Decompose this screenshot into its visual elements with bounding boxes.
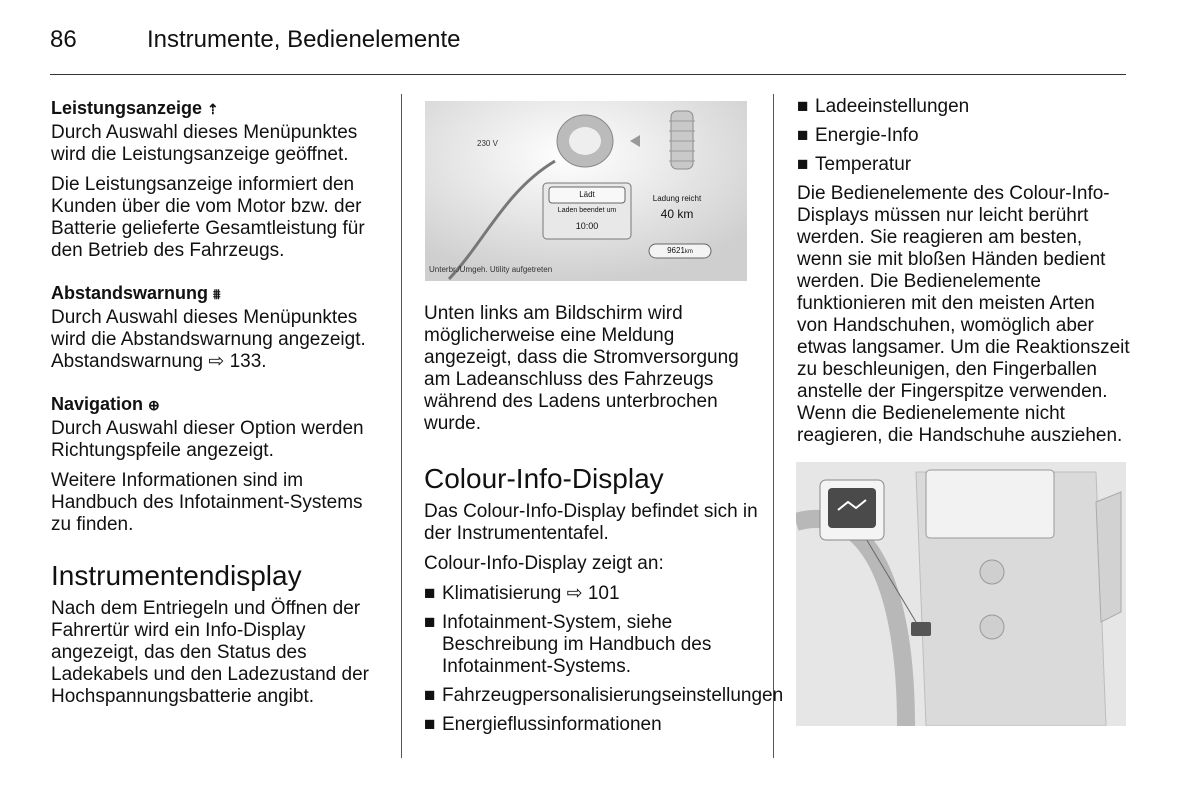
leistung-paragraph-2: Die Leistungsanzeige informiert den Kunden über die vom Motor bzw. der Batterie gelieferte Gesamtleistung für den Betrieb des Fahrzeugs. xyxy=(51,174,365,261)
charging-display-figure xyxy=(425,101,747,281)
bullet-icon: ■ xyxy=(797,154,809,175)
list-item: ■ Energie-Info xyxy=(797,125,919,146)
power-flow-button-enlarged-icon xyxy=(828,488,876,528)
battery-coil-icon xyxy=(669,111,695,169)
cid-feature-list-continued xyxy=(797,96,1130,176)
voltage-label: 230 V xyxy=(477,139,498,148)
control-knob-icon xyxy=(980,560,1004,584)
dashboard-figure xyxy=(796,462,1126,726)
bullet-icon: ■ xyxy=(424,583,436,604)
charging-status-button: Lädt xyxy=(579,190,595,199)
interruption-message: Unterbr./Umgeh. Utility aufgetreten xyxy=(429,265,553,274)
power-flow-button-icon xyxy=(911,622,931,636)
list-item: ■ Ladeeinstellungen xyxy=(797,96,970,117)
range-label: Ladung reicht xyxy=(652,194,702,203)
list-item: ■ Temperatur xyxy=(797,154,912,175)
klima-page-ref[interactable]: 101 xyxy=(587,583,620,604)
colour-info-display-screen xyxy=(926,470,1054,538)
abstand-page-ref[interactable]: 133. xyxy=(229,351,267,372)
column-3 xyxy=(797,96,1130,455)
distance-warning-icon: ⩩ xyxy=(213,286,221,302)
column-divider-2 xyxy=(773,94,774,758)
list-item: ■ Energieflussinformationen xyxy=(424,714,662,735)
abstand-heading: Abstandswarnung ⩩ xyxy=(51,283,221,303)
list-item: ■ Fahrzeugpersonalisierungseinstellungen xyxy=(424,685,784,706)
page-title: Instrumente, Bedienelemente xyxy=(147,26,461,53)
column-divider-1 xyxy=(401,94,402,758)
page-number: 86 xyxy=(50,26,77,53)
odometer-readout: 9621km xyxy=(667,246,693,255)
bullet-icon: ■ xyxy=(797,125,809,146)
cid-feature-list xyxy=(424,583,784,736)
bullet-icon: ■ xyxy=(424,685,436,706)
column-2 xyxy=(424,303,784,743)
charge-end-time: 10:00 xyxy=(575,221,599,231)
list-item: ■ Infotainment-System, siehe Beschreibung im Handbuch des Infotainment-Systems. xyxy=(424,612,712,677)
cid-paragraph-2: Colour-Info-Display zeigt an: xyxy=(424,553,664,574)
bullet-icon: ■ xyxy=(797,96,809,117)
navigation-icon: ⊕ xyxy=(148,397,160,413)
abstand-paragraph: Durch Auswahl dieses Menüpunktes wird die Abstandswarnung angezeigt. Abstandswarnung ⇨ 133. xyxy=(51,307,366,372)
touch-controls-paragraph: Die Bedienelemente des Colour-Info-Displays müssen nur leicht berührt werden. Sie reagieren am besten, wenn sie mit bloßen Händen bedient werden. Die Bedienelemente funktionieren mit den meisten Arten von Handschuhen, womöglich aber etwas langsamer. Um die Reaktionszeit zu beschleunigen, den Fingerballen anstelle der Fingerspitze verwenden. Wenn die Bedienelemente nicht reagieren, die Handschuhe ausziehen. xyxy=(797,183,1130,446)
header-rule xyxy=(50,74,1126,75)
list-item: ■ Klimatisierung ⇨ 101 xyxy=(424,583,620,604)
leistung-heading: Leistungsanzeige ⇡ xyxy=(51,98,219,118)
navigation-paragraph-2: Weitere Informationen sind im Handbuch des Infotainment-Systems zu finden. xyxy=(51,470,363,535)
column-1 xyxy=(51,97,386,716)
cid-paragraph-1: Das Colour-Info-Display befindet sich in der Instrumententafel. xyxy=(424,501,758,544)
leistung-paragraph-1: Durch Auswahl dieses Menüpunktes wird die Leistungsanzeige geöffnet. xyxy=(51,122,358,165)
colour-info-display-heading: Colour-Info-Display xyxy=(424,463,664,494)
bullet-icon: ■ xyxy=(424,612,436,633)
air-vent-icon xyxy=(1096,492,1121,622)
charge-end-label: Laden beendet um xyxy=(557,207,617,214)
reference-arrow-icon: ⇨ xyxy=(566,583,583,604)
navigation-heading: Navigation ⊕ xyxy=(51,394,160,414)
reference-arrow-icon: ⇨ xyxy=(208,351,225,372)
navigation-paragraph-1: Durch Auswahl dieser Option werden Richtungspfeile angezeigt. xyxy=(51,418,364,461)
instrumentendisplay-heading: Instrumentendisplay xyxy=(51,560,302,591)
bullet-icon: ■ xyxy=(424,714,436,735)
range-value: 40 km xyxy=(660,207,694,221)
message-paragraph: Unten links am Bildschirm wird möglicherweise eine Meldung angezeigt, dass die Stromversorgung am Ladeanschluss des Fahrzeugs während des Ladens unterbrochen wurde. xyxy=(424,303,739,434)
control-knob-icon xyxy=(980,615,1004,639)
power-meter-icon: ⇡ xyxy=(207,101,219,117)
instrumentendisplay-paragraph: Nach dem Entriegeln und Öffnen der Fahrertür wird ein Info-Display angezeigt, das den Status des Ladekabels und den Ladezustand der Hochspannungsbatterie angibt. xyxy=(51,598,369,707)
